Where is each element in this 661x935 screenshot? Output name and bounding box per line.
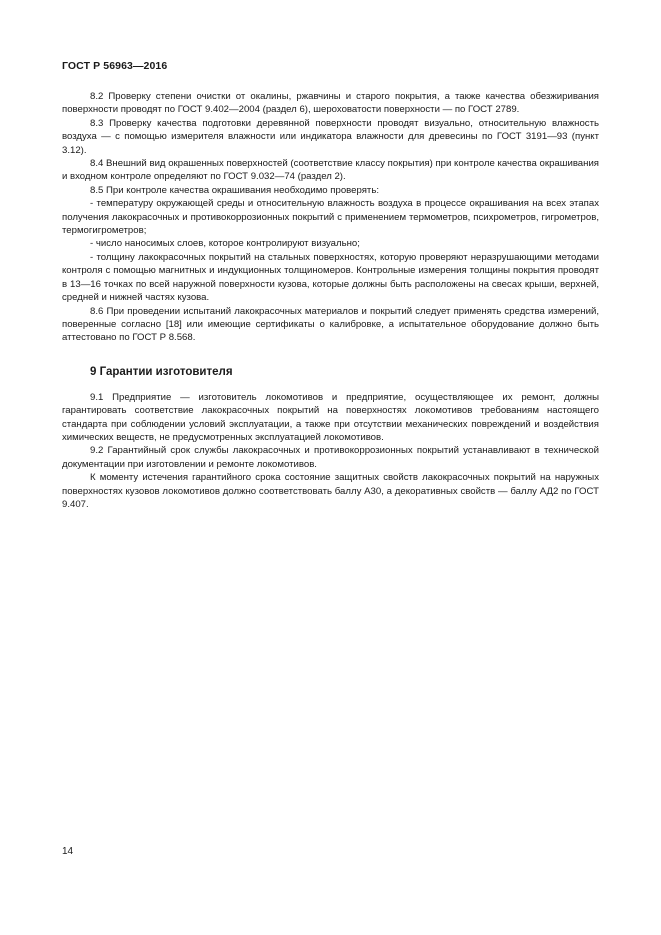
paragraph-8-5: 8.5 При контроле качества окрашивания необходимо проверять: — [90, 184, 379, 196]
paragraph-8-4: 8.4 Внешний вид окрашенных поверхностей (соответствие классу покрытия) при контроле качества окрашивания и входном контроле определяют по ГОСТ 9.032—74 (раздел 2). — [62, 158, 599, 183]
document-header: ГОСТ Р 56963—2016 — [62, 60, 168, 72]
list-item-thickness: - толщину лакокрасочных покрытий на стальных поверхностях, которую проверяют неразрушающими методами контроля с помощью магнитных и индукционных толщиномеров. Контрольные измерения толщины покрытия проводят в 13—16 точках по всей наружной поверхности кузова, которые должны быть расположены на свесах крыши, верхней, средней и нижней частях кузова. — [62, 251, 599, 304]
paragraph-8-6: 8.6 При проведении испытаний лакокрасочных материалов и покрытий следует применять средства измерений, поверенные согласно [18] или имеющие сертификаты о калибровке, а испытательное оборудование должно быть аттестовано по ГОСТ Р 8.568. — [62, 305, 599, 344]
paragraph-9-2-continued: К моменту истечения гарантийного срока состояние защитных свойств лакокрасочных покрытий на наружных поверхностях кузовов локомотивов должно соответствовать баллу А30, а декоративных свойств — баллу АД2 по ГОСТ 9.407. — [62, 472, 599, 510]
page-number: 14 — [62, 846, 74, 857]
paragraph-8-3: 8.3 Проверку качества подготовки деревянной поверхности проводят визуально, относительную влажность воздуха — с помощью измерителя влажности или индикатора влажности для древесины по ГОСТ 3191—93 (пункт 3.12). — [62, 117, 599, 156]
paragraph-8-2: 8.2 Проверку степени очистки от окалины, ржавчины и старого покрытия, а также качества обезжиривания поверхности проводят по ГОСТ 9.402—2004 (раздел 6), шероховатости поверхности — по ГОСТ 2789. — [62, 91, 599, 116]
list-item-layers: - число наносимых слоев, которое контролируют визуально; — [90, 238, 360, 250]
paragraph-9-2: 9.2 Гарантийный срок службы лакокрасочных и противокоррозионных покрытий устанавливают в технической документации при изготовлении и ремонте локомотивов. — [62, 445, 599, 470]
section-9-title: 9 Гарантии изготовителя — [90, 365, 233, 378]
list-item-temperature: - температуру окружающей среды и относительную влажность воздуха в процессе окрашивания на всех этапах получения лакокрасочных и противокоррозионных покрытий с применением термометров, психрометров, гигрометров, термогигрометров; — [62, 198, 599, 237]
page-content — [62, 90, 599, 511]
paragraph-9-1: 9.1 Предприятие — изготовитель локомотивов и предприятие, осуществляющее их ремонт, должны гарантировать соответствие лакокрасочных покрытий на поверхностях локомотивов требованиям настоящего стандарта при соблюдении условий эксплуатации, а также при отсутствии механических повреждений и воздействия химических веществ, не предусмотренных эксплуатацией локомотивов. — [62, 391, 599, 443]
